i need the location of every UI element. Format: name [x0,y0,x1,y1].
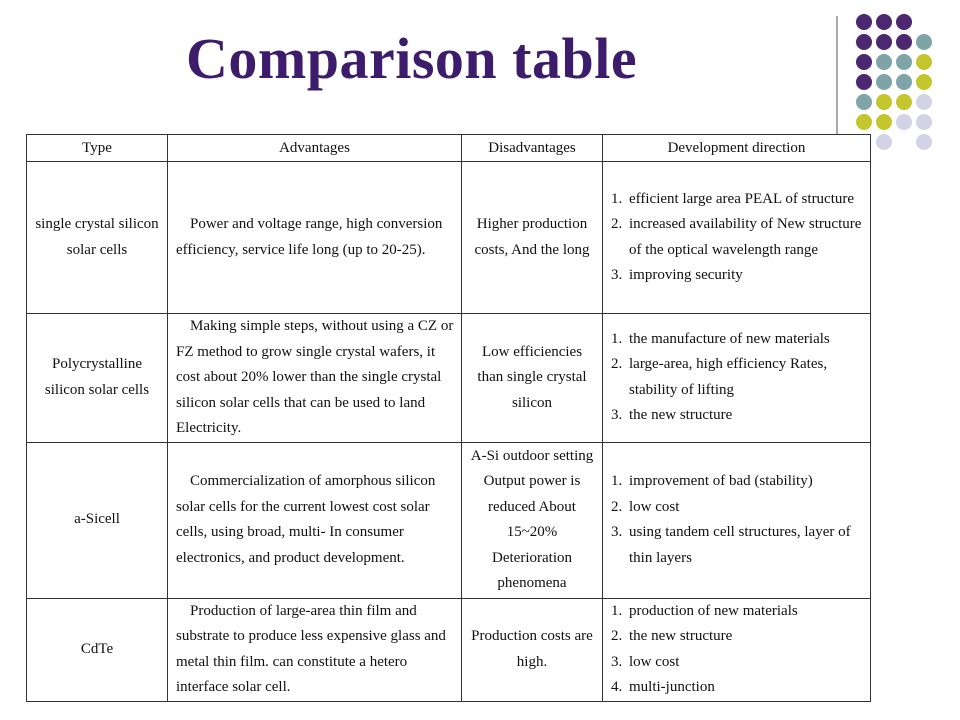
list-item: 2. large-area, high efficiency Rates, stability of lifting [611,356,828,398]
header-type: Type [27,135,168,162]
decor-dot [896,94,912,110]
cell-advantages: Production of large-area thin film and substrate to produce less expensive glass and metal thin film. can constitute a hetero interface solar cell. [176,602,446,695]
decor-dot [856,54,872,70]
list-item: 1. efficient large area PEAL of structure [611,190,855,207]
decor-dot [876,34,892,50]
cell-development-direction [603,598,871,701]
decor-dot [876,74,892,90]
cell-development-direction [603,314,871,443]
decorative-dot-grid [852,14,952,154]
decor-dot [856,74,872,90]
list-item-text: the new structure [629,628,733,644]
cell-disadvantages: Low efficiencies than single crystal silicon [462,314,603,443]
list-item-text: the manufacture of new materials [629,330,830,347]
list-item-text: multi-junction [629,679,715,695]
decor-dot [916,74,932,90]
decor-dot [856,94,872,110]
list-item-text: increased availability of New structure of the optical wavelength range [629,216,862,258]
decor-dot [896,74,912,90]
decor-dot [876,94,892,110]
list-item-text: low cost [629,498,680,515]
decor-dot [856,114,872,130]
list-item-text: using tandem cell structures, layer of thin layers [629,524,851,566]
cell-development-direction [603,162,871,314]
cell-type: Polycrystalline silicon solar cells [27,314,168,443]
cell-disadvantages: Higher production costs, And the long [462,162,603,314]
header-advantages: Advantages [168,135,462,162]
decor-dot [916,114,932,130]
development-list [611,469,864,571]
title-divider-line [836,16,838,134]
cell-advantages: Power and voltage range, high conversion efficiency, service life long (up to 20-25). [176,216,443,258]
cell-development-direction [603,442,871,598]
cell-type: a-Sicell [27,442,168,598]
list-item-text: large-area, high efficiency Rates, stability of lifting [629,356,828,398]
list-item-text: improvement of bad (stability) [629,473,813,489]
list-item: 1. improvement of bad (stability) [611,473,813,489]
list-item: 2. increased availability of New structure of the optical wavelength range [611,216,862,258]
list-item-text: efficient large area PEAL of structure [629,190,855,207]
list-item-text: improving security [629,267,743,283]
decor-dot [916,94,932,110]
decor-dot [916,34,932,50]
list-item: 1. the manufacture of new materials [611,330,830,347]
list-item: 3. low cost [611,653,680,670]
cell-advantages-wrap [168,442,462,598]
decor-dot [876,114,892,130]
list-item: 1. production of new materials [611,602,798,619]
decor-dot [896,54,912,70]
cell-type: CdTe [27,598,168,701]
header-disadvantages: Disadvantages [462,135,603,162]
list-item: 3. improving security [611,267,743,283]
decor-dot [916,134,932,150]
decor-dot [896,34,912,50]
development-list [611,187,864,289]
list-item-text: low cost [629,653,680,670]
list-item: 4. multi-junction [611,679,715,695]
list-item: 3. using tandem cell structures, layer of thin layers [611,524,851,566]
cell-advantages-wrap [168,314,462,443]
table-row [27,442,871,598]
slide-title: Comparison table [186,26,638,91]
decor-dot [896,114,912,130]
table-header-row [27,135,871,162]
cell-disadvantages: Production costs are high. [462,598,603,701]
comparison-table [26,134,871,702]
development-list [611,599,864,701]
list-item-text: the new structure [629,407,733,424]
cell-advantages-wrap [168,162,462,314]
cell-type: single crystal silicon solar cells [27,162,168,314]
table-row [27,162,871,314]
list-item: 2. low cost [611,498,680,515]
table-row [27,598,871,701]
cell-advantages-wrap [168,598,462,701]
list-item: 3. the new structure [611,407,733,424]
decor-dot [856,34,872,50]
decor-dot [856,14,872,30]
cell-advantages: Making simple steps, without using a CZ or FZ method to grow single crystal wafers, it cost about 20% lower than the single crystal silicon solar cells that can be used to land Electricity. [176,318,454,436]
decor-dot [876,54,892,70]
decor-dot [916,54,932,70]
decor-dot [876,134,892,150]
decor-dot [896,14,912,30]
development-list [611,327,864,429]
decor-dot [876,14,892,30]
cell-disadvantages: A-Si outdoor setting Output power is reduced About 15~20% Deterioration phenomena [462,442,603,598]
cell-advantages: Commercialization of amorphous silicon solar cells for the current lowest cost solar cells, using broad, multi- In consumer electronics, and product development. [176,473,436,566]
comparison-table-container [26,134,870,700]
header-development-direction: Development direction [603,135,871,162]
list-item-text: production of new materials [629,602,798,619]
list-item: 2. the new structure [611,628,733,644]
table-row [27,314,871,443]
